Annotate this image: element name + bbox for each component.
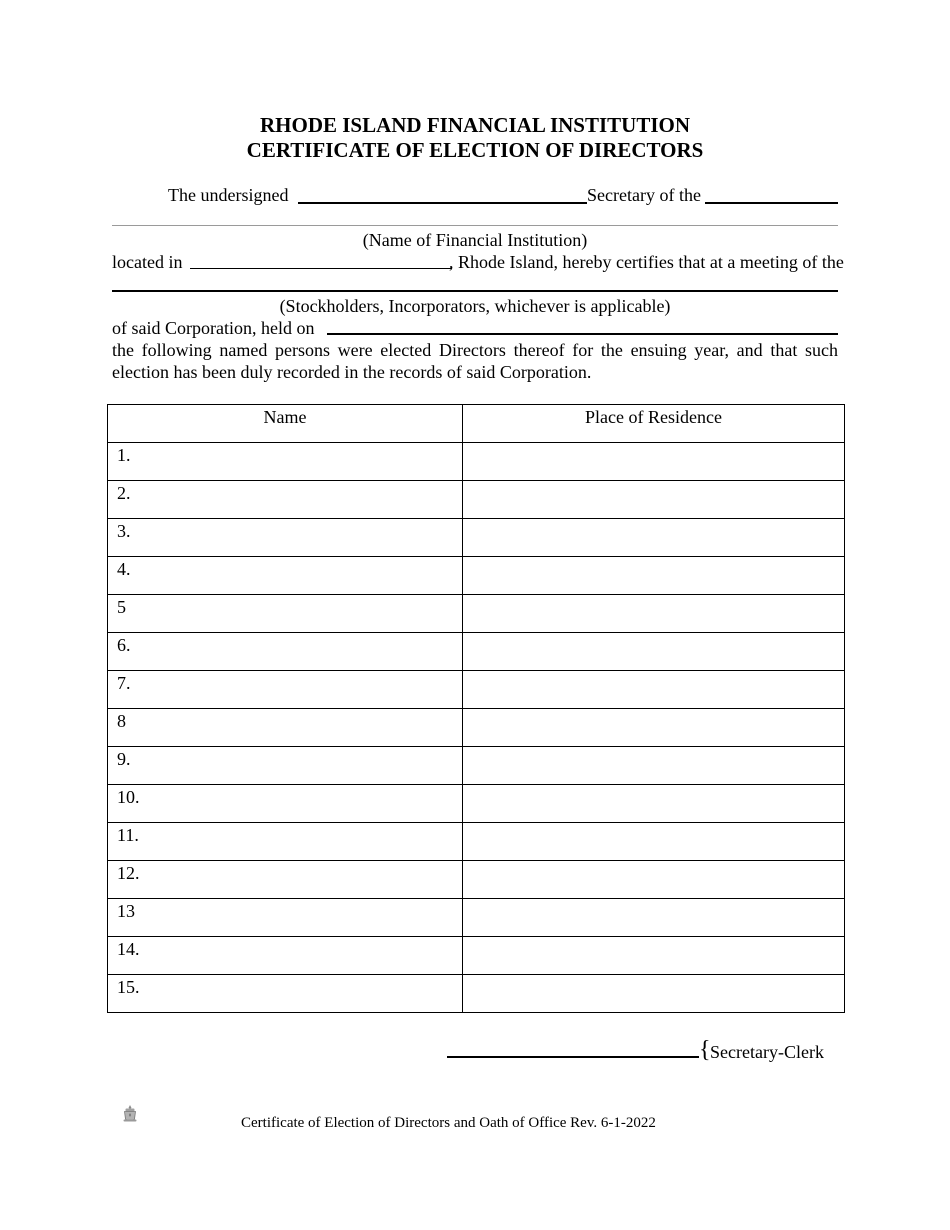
director-residence-cell[interactable] — [463, 785, 845, 823]
undersigned-label: The undersigned — [168, 185, 289, 205]
table-row — [108, 671, 845, 709]
table-row — [108, 633, 845, 671]
director-residence-cell[interactable] — [463, 557, 845, 595]
meeting-body-caption: (Stockholders, Incorporators, whichever is applicable) — [279, 296, 671, 316]
meeting-date-field[interactable] — [327, 333, 838, 335]
director-residence-cell[interactable] — [463, 481, 845, 519]
column-header-residence: Place of Residence — [463, 405, 845, 443]
director-name-cell[interactable]: 3. — [108, 519, 463, 557]
table-row — [108, 975, 845, 1013]
state-seal-icon — [121, 1104, 139, 1124]
directors-table — [107, 404, 845, 1013]
footer-text: Certificate of Election of Directors and Oath of Office Rev. 6-1-2022 — [241, 1115, 656, 1131]
director-residence-cell[interactable] — [463, 633, 845, 671]
brace: { — [699, 1037, 711, 1063]
director-name-cell[interactable]: 11. — [108, 823, 463, 861]
director-name-cell[interactable]: 7. — [108, 671, 463, 709]
director-name-cell[interactable]: 2. — [108, 481, 463, 519]
election-paragraph: the following named persons were elected Directors thereof for the ensuing year, and that such election has been duly recorded in the records of said Corporation. — [112, 340, 838, 382]
meeting-body-field[interactable] — [112, 290, 838, 292]
undersigned-name-field[interactable] — [298, 202, 587, 204]
director-residence-cell[interactable] — [463, 747, 845, 785]
table-row — [108, 937, 845, 975]
document-title-line1: RHODE ISLAND FINANCIAL INSTITUTION — [259, 113, 690, 137]
table-row — [108, 481, 845, 519]
director-residence-cell[interactable] — [463, 937, 845, 975]
director-name-cell[interactable]: 14. — [108, 937, 463, 975]
director-name-cell[interactable]: 10. — [108, 785, 463, 823]
table-row — [108, 747, 845, 785]
director-residence-cell[interactable] — [463, 975, 845, 1013]
director-name-cell[interactable]: 13 — [108, 899, 463, 937]
director-residence-cell[interactable] — [463, 671, 845, 709]
table-row — [108, 823, 845, 861]
institution-caption: (Name of Financial Institution) — [362, 230, 588, 250]
table-row — [108, 519, 845, 557]
director-residence-cell[interactable] — [463, 443, 845, 481]
located-in-label: located in — [112, 252, 183, 272]
table-row — [108, 785, 845, 823]
director-name-cell[interactable]: 4. — [108, 557, 463, 595]
director-name-cell[interactable]: 5 — [108, 595, 463, 633]
table-row — [108, 899, 845, 937]
director-name-cell[interactable]: 12. — [108, 861, 463, 899]
director-name-cell[interactable]: 6. — [108, 633, 463, 671]
table-row — [108, 861, 845, 899]
located-in-field[interactable] — [190, 268, 452, 269]
secretary-label: Secretary of the — [587, 185, 701, 205]
secretary-of-field[interactable] — [705, 202, 838, 204]
secretary-clerk-label: Secretary-Clerk — [710, 1042, 824, 1062]
institution-name-field[interactable] — [112, 225, 838, 226]
director-residence-cell[interactable] — [463, 823, 845, 861]
held-on-label: of said Corporation, held on — [112, 318, 315, 338]
director-residence-cell[interactable] — [463, 519, 845, 557]
secretary-signature-field[interactable] — [447, 1056, 699, 1058]
director-residence-cell[interactable] — [463, 595, 845, 633]
director-residence-cell[interactable] — [463, 709, 845, 747]
table-row — [108, 709, 845, 747]
table-header-row — [108, 405, 845, 443]
director-name-cell[interactable]: 9. — [108, 747, 463, 785]
director-residence-cell[interactable] — [463, 861, 845, 899]
certifies-text: , Rhode Island, hereby certifies that at a meeting of the — [449, 252, 844, 272]
table-row — [108, 557, 845, 595]
director-residence-cell[interactable] — [463, 899, 845, 937]
document-title-line2: CERTIFICATE OF ELECTION OF DIRECTORS — [246, 138, 704, 162]
director-name-cell[interactable]: 1. — [108, 443, 463, 481]
director-name-cell[interactable]: 8 — [108, 709, 463, 747]
table-row — [108, 443, 845, 481]
column-header-name: Name — [108, 405, 463, 443]
table-row — [108, 595, 845, 633]
director-name-cell[interactable]: 15. — [108, 975, 463, 1013]
